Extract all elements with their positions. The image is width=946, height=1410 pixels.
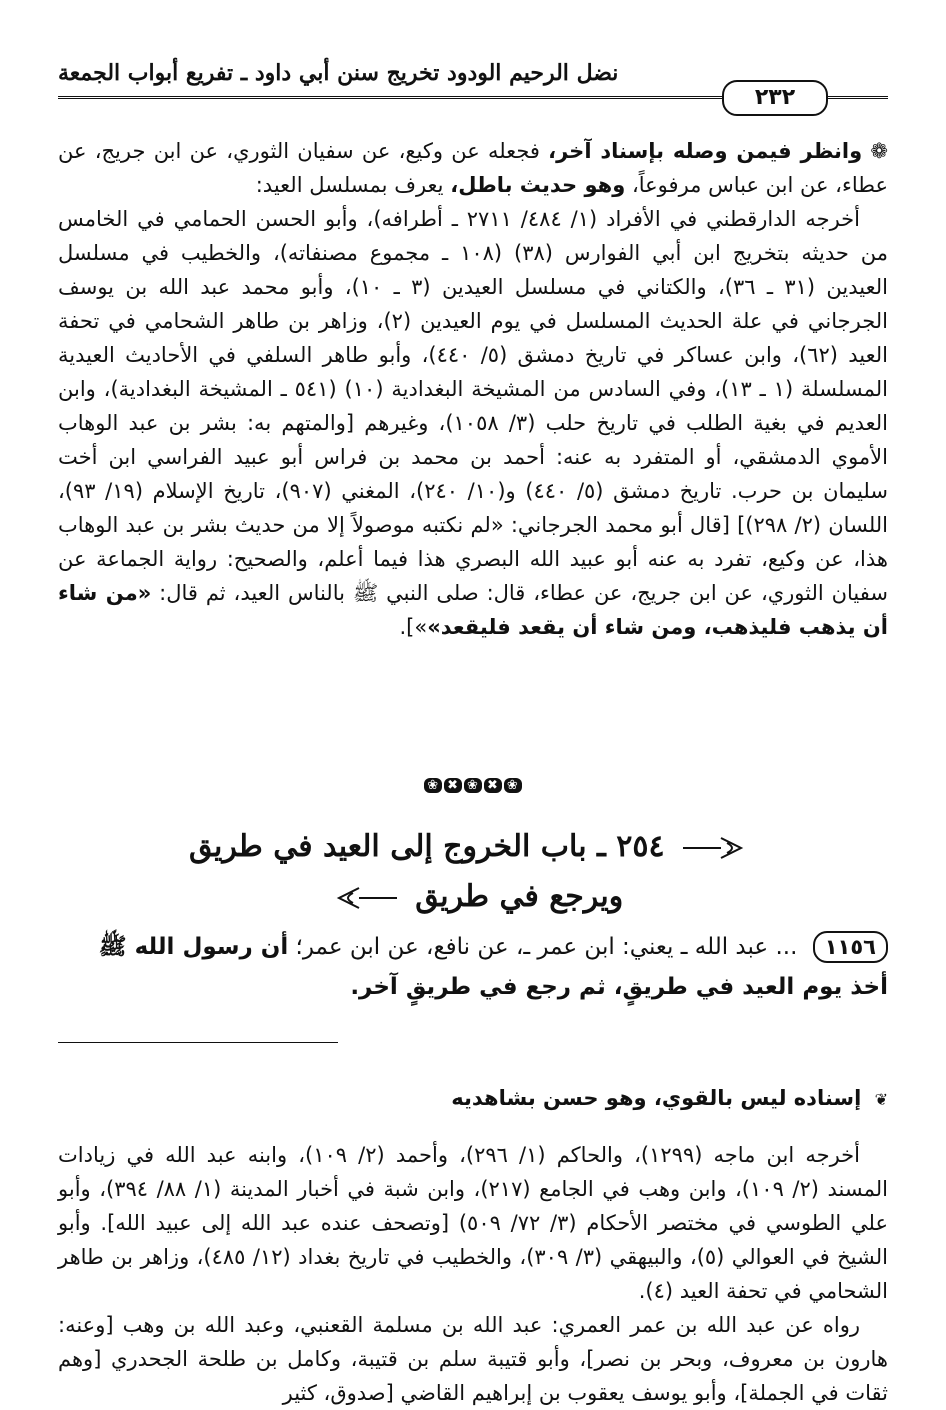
grading — [58, 1081, 888, 1117]
paragraph-2-text: أخرجه الدارقطني في الأفراد (١/ ٤٨٤/ ٢٧١١ ـ أطرافه)، وأبو الحسن الحمامي في الخامس من حديثه بتخريج ابن أبي الفوارس (٣٨) (١٠٨ ـ مجموع مصنفاته)، والخطيب في مسلسل العيدين (٣١ ـ ٣٦)، والكتاني في مسلسل العيدين (٣ ـ ١٠)، وأبو محمد عبد الله بن يوسف الجرجاني في علة الحديث المسلسل في يوم العيدين (٢)، وزاهر بن طاهر الشحامي في تحفة العيد (٦٢)، وابن عساكر في تاريخ دمشق (٥/ ٤٤٠)، وأبو طاهر السلفي في الأحاديث العيدية المسلسلة (١ ـ ١٣)، وفي السادس من المشيخة البغدادية (١٠) (٥٤١ ـ المشيخة البغدادية)، وابن العديم في بغية الطلب في تاريخ حلب (٣/ ١٠٥٨)، وغيرهم [والمتهم به: بشر بن عبد الوهاب الأموي الدمشقي، أو المتفرد به عنه: أحمد بن محمد بن فراس أبو عبيد الفراسي ابن أخت سليمان بن حرب. تاريخ دمشق (٥/ ٤٤٠) و(١٠/ ٢٤٠)، المغني (٩٠٧)، تاريخ الإسلام (١٩/ ٩٣)، اللسان (٢/ ٢٩٨)] [قال أبو محمد الجرجاني: «لم نكتبه موصولاً إلا من حديث بشر بن عبد الوهاب هذا، عن وكيع، تفرد به عنه أبو عبيد الله البصري هذا فيما أعلم، والصحيح: رواية الجماعة عن سفيان الثوري، عن ابن جريج، عن عطاء، قال: صلى النبي ﷺ بالناس العيد، ثم قال: — [58, 207, 889, 605]
page-number: ٢٣٢ — [722, 80, 828, 116]
paragraph-2-bold: «من شاء أن يذهب فليذهب، ومن شاء أن يقعد فليقعد» — [58, 581, 888, 639]
paragraph-2-end: »]. — [399, 615, 428, 639]
chapter-heading — [58, 822, 888, 922]
hadith-text — [58, 927, 888, 1007]
grading-text: إسناده ليس بالقوي، وهو حسن بشاهديه — [451, 1086, 862, 1110]
flourish-left-icon — [329, 883, 399, 913]
chapter-title-line-2: ويرجع في طريق — [415, 879, 624, 914]
footnote-block-1 — [58, 134, 888, 644]
chapter-heading-line-1 — [58, 822, 888, 872]
header-title: نضل الرحيم الودود تخريج سنن أبي داود ـ تفريع أبواب الجمعة — [58, 60, 619, 86]
paragraph-1-bold-2: وهو حديث باطل، — [450, 173, 626, 197]
section-ornament: ❀✖❀✖❀ — [58, 778, 888, 793]
hadith-number: ١١٥٦ — [813, 931, 888, 963]
chapter-heading-line-2 — [58, 872, 888, 922]
grade-icon: ❦ — [874, 1090, 888, 1109]
hadith-matn: أن رسول الله ﷺ أخذ يوم العيد في طريقٍ، ثم رجع في طريقٍ آخر. — [98, 934, 888, 1000]
paragraph-1-text: فجعله عن وكيع، عن سفيان الثوري، عن ابن جريج، عن عطاء، عن ابن عباس مرفوعاً، — [58, 139, 888, 197]
bullet-icon: ❁ — [862, 139, 888, 163]
paragraph-1-text-2: يعرف بمسلسل العيد: — [255, 173, 444, 197]
document-page — [58, 52, 889, 1405]
hadith-chain: ... عبد الله ـ يعني: ابن عمر ـ، عن نافع، عن ابن عمر؛ — [295, 934, 798, 960]
paragraph-1 — [58, 134, 888, 202]
footnote-separator — [58, 1042, 338, 1043]
takhrij-paragraph: أخرجه ابن ماجه (١٢٩٩)، والحاكم (١/ ٢٩٦)، وأحمد (٢/ ١٠٩)، وابنه عبد الله في زيادات المسند (٢/ ١٠٩)، وابن وهب في الجامع (٢١٧)، وابن شبة في أخبار المدينة (١/ ٨٨/ ٣٩٤)، وأبو علي الطوسي في مختصر الأحكام (٣/ ٧٢/ ٥٠٩) [وتصحف عنده عبد الله إلى عبيد الله]. وأبو الشيخ في العوالي (٥)، والبيهقي (٣/ ٣٠٩)، والخطيب في تاريخ بغداد (١٢/ ٤٨٥)، وزاهر بن طاهر الشحامي في تحفة العيد (٤). — [58, 1143, 888, 1303]
paragraph-1-bold: وانظر فيمن وصله بإسناد آخر، — [548, 139, 863, 163]
chapter-title-line-1: ٢٥٤ ـ باب الخروج إلى العيد في طريق — [188, 829, 665, 864]
running-header — [58, 52, 888, 110]
footnote-block-2 — [58, 1060, 888, 1410]
paragraph-2 — [58, 202, 888, 644]
narrators-paragraph: رواه عن عبد الله بن عمر العمري: عبد الله بن مسلمة القعنبي، وعبد الله بن وهب [وعنه: هارون بن معروف، وبحر بن نصر]، وأبو قتيبة سلم بن قتيبة، وكامل بن طلحة الجحدري [وهم ثقات في الجملة]، وأبو يوسف يعقوب بن إبراهيم القاضي [صدوق، كثير — [58, 1313, 888, 1405]
flourish-right-icon — [681, 833, 751, 863]
